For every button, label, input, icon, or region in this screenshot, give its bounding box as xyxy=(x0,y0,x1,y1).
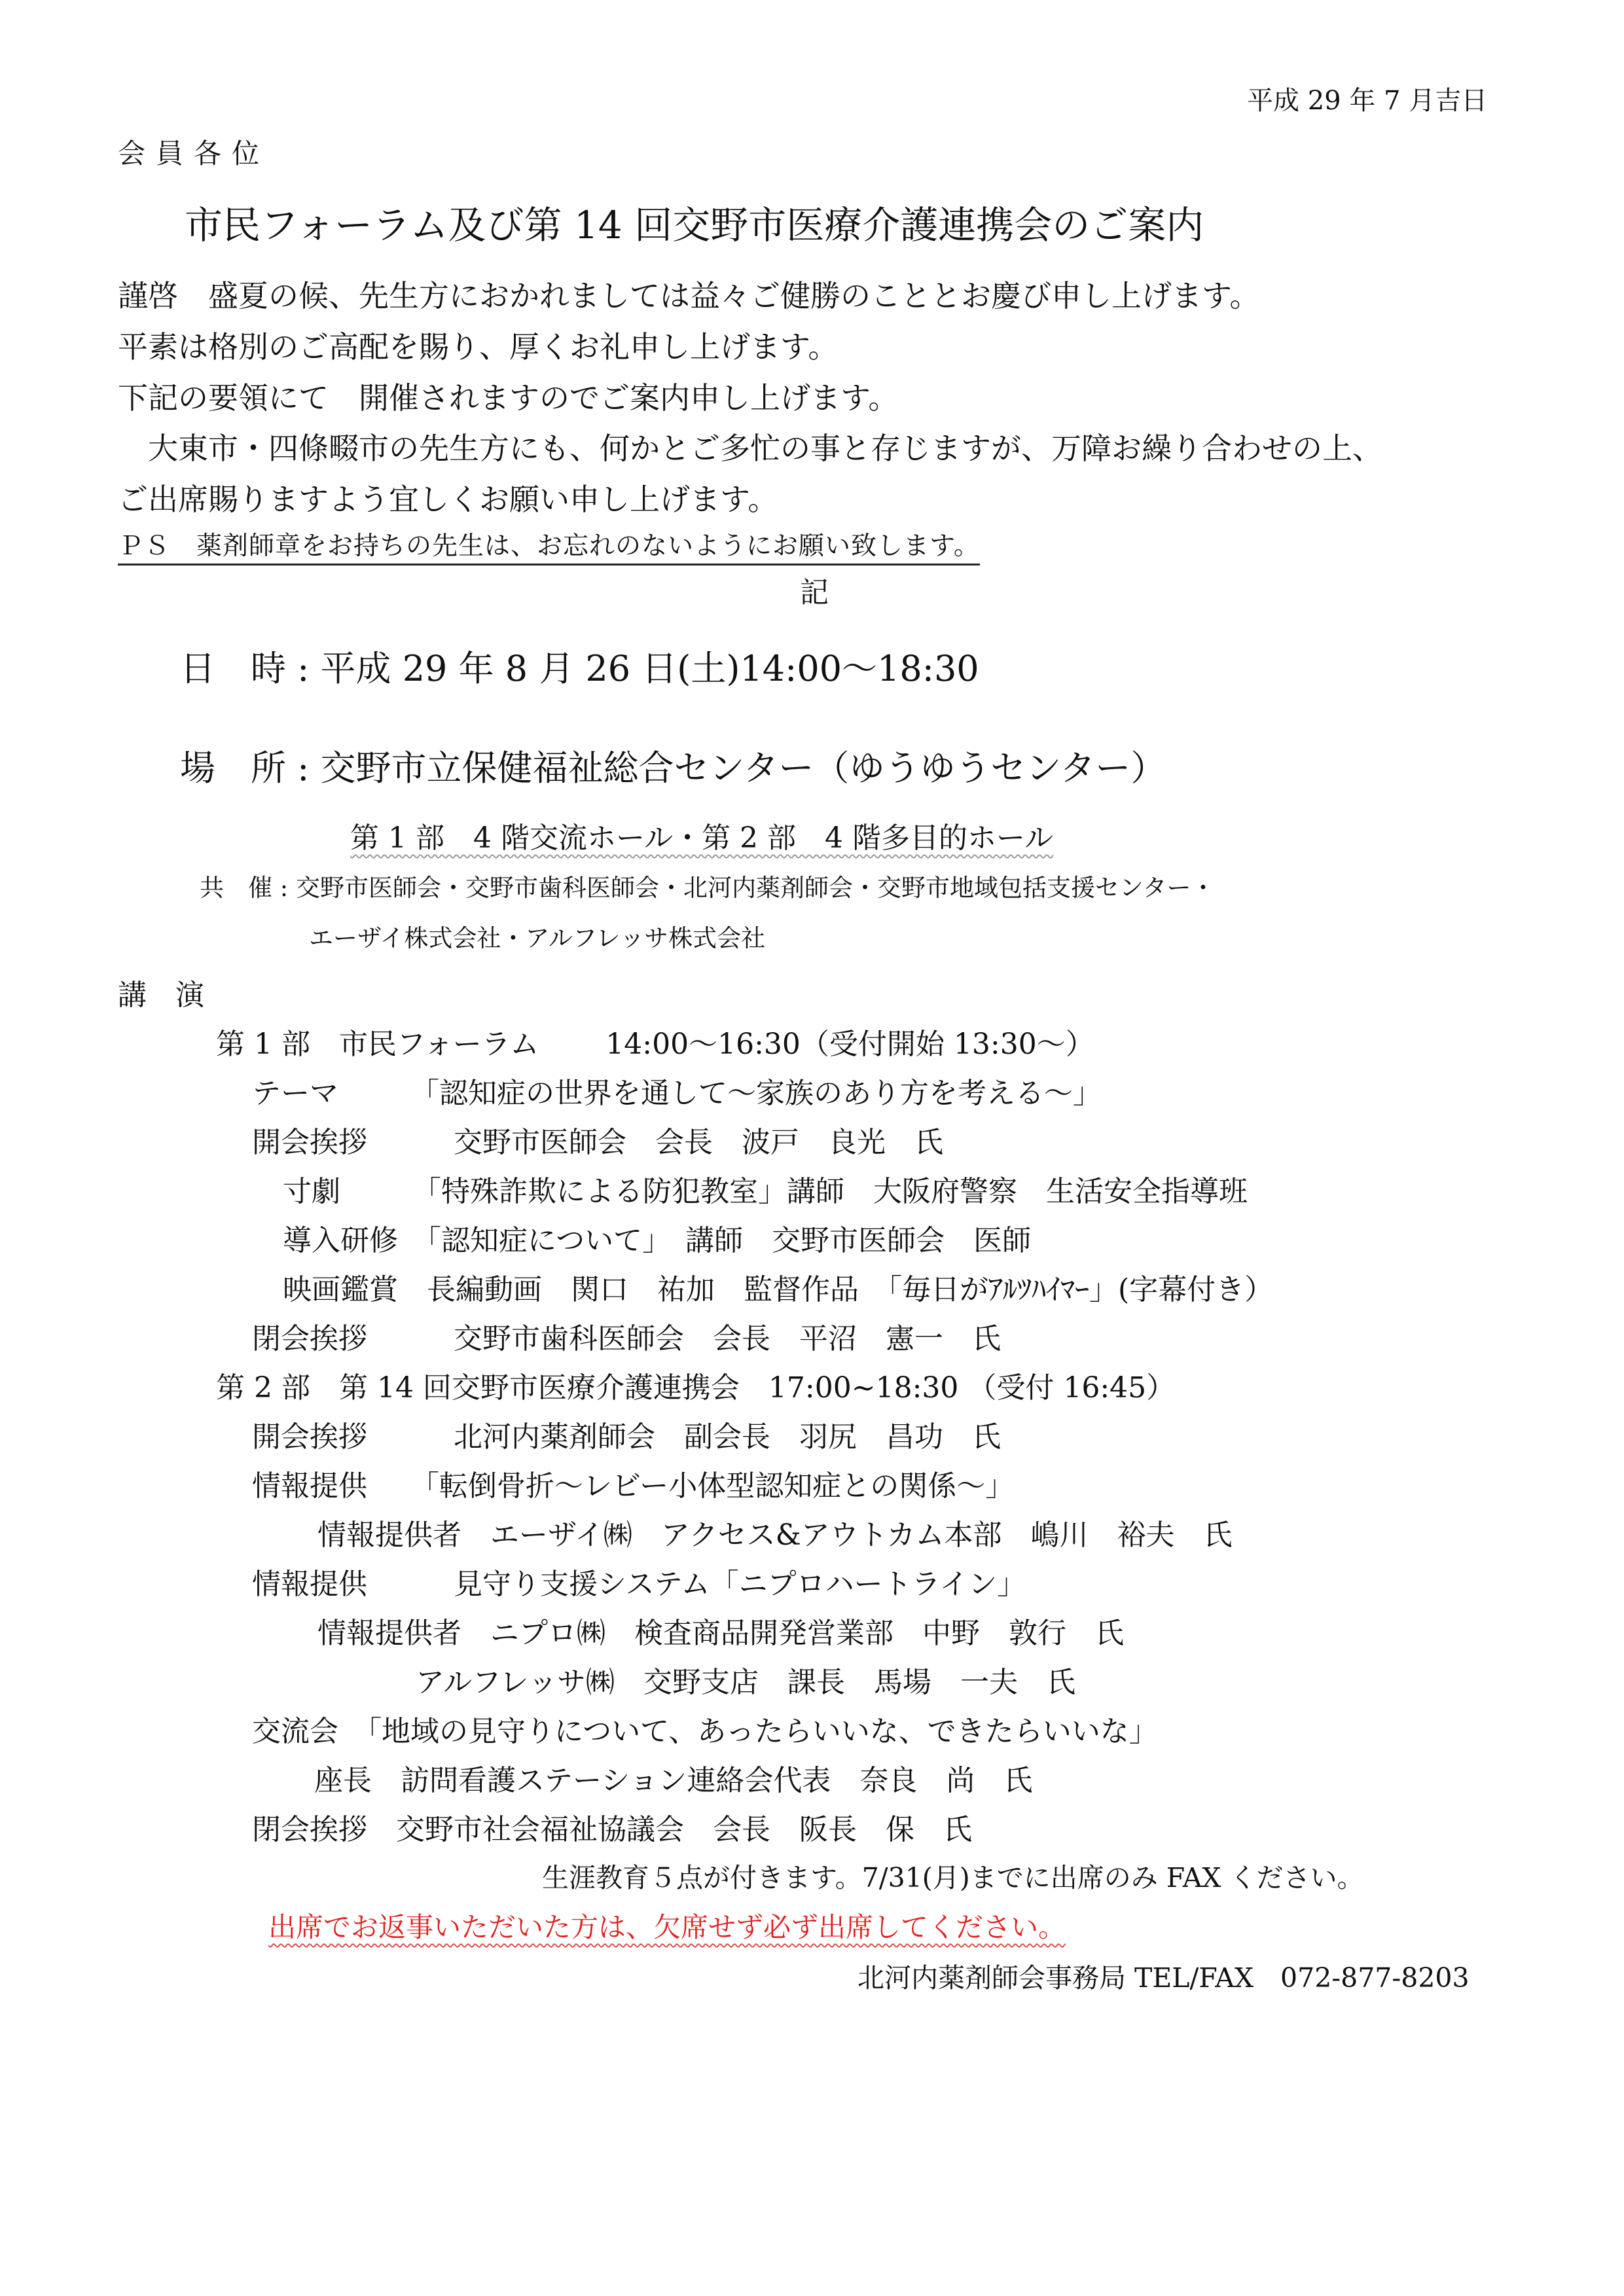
program-line: 情報提供者 エーザイ㈱ アクセス&アウトカム本部 嶋川 裕夫 氏 xyxy=(317,1518,1233,1552)
intro-line-4: 大東市・四條畷市の先生方にも、何かとご多忙の事と存じますが、万障お繰り合わせの上、 xyxy=(118,431,1382,466)
program-line: 情報提供 「転倒骨折～レビー小体型認知症との関係～」 xyxy=(252,1469,1015,1503)
program-line: テーマ 「認知症の世界を通して～家族のあり方を考える～」 xyxy=(252,1077,1102,1110)
sponsors-line-2: エーザイ株式会社・アルフレッサ株式会社 xyxy=(309,924,766,952)
program-line: 座長 訪問看護ステーション連絡会代表 奈良 尚 氏 xyxy=(314,1764,1033,1797)
program-line: 開会挨拶 北河内薬剤師会 副会長 羽尻 昌功 氏 xyxy=(252,1420,1001,1454)
ps-note: ＰＳ 薬剤師章をお持ちの先生は、お忘れのないようにお願い致します。 xyxy=(118,531,980,565)
intro-line-5: ご出席賜りますよう宜しくお願い申し上げます。 xyxy=(118,482,778,517)
program-line: 第 2 部 第 14 回交野市医療介護連携会 17:00~18:30 （受付 16:45） xyxy=(216,1371,1176,1405)
program-line: 閉会挨拶 交野市歯科医師会 会長 平沼 憲一 氏 xyxy=(252,1322,1001,1355)
program-line: 交流会 「地域の見守りについて、あったらいいな、できたらいいな」 xyxy=(252,1715,1158,1748)
event-datetime: 日 時 : 平成 29 年 8 月 26 日(土)14:00～18:30 xyxy=(180,648,979,689)
intro-line-3: 下記の要領にて 開催されますのでご案内申し上げます。 xyxy=(118,380,899,416)
program-line: 閉会挨拶 交野市社会福祉協議会 会長 阪長 保 氏 xyxy=(252,1813,972,1846)
addressee: 会員各位 xyxy=(118,137,270,170)
attendance-warning: 出席でお返事いただいた方は、欠席せず必ず出席してください。 xyxy=(268,1911,1066,1943)
program-line: 寸劇 「特殊詐欺による防犯教室」講師 大阪府警察 生活安全指導班 xyxy=(283,1175,1248,1208)
program-line: 情報提供 見守り支援システム「ニプロハートライン」 xyxy=(252,1568,1026,1601)
intro-line-1: 謹啓 盛夏の候、先生方におかれましては益々ご健勝のこととお慶び申し上げます。 xyxy=(118,278,1260,314)
event-place: 場 所 : 交野市立保健福祉総合センター（ゆうゆうセンター） xyxy=(180,747,1166,789)
program-line: 映画鑑賞 長編動画 関口 祐加 監督作品 「毎日がｱﾙﾂﾊｲﾏｰ」(字幕付き） xyxy=(283,1273,1274,1306)
issue-date: 平成 29 年 7 月吉日 xyxy=(1247,86,1488,116)
contact-info: 北河内薬剤師会事務局 TEL/FAX 072-877-8203 xyxy=(857,1962,1470,1994)
program-heading: 講 演 xyxy=(118,978,204,1012)
program-line: 開会挨拶 交野市医師会 会長 波戸 良光 氏 xyxy=(252,1126,943,1159)
program-line: アルフレッサ㈱ 交野支店 課長 馬場 一夫 氏 xyxy=(416,1666,1076,1699)
page-title: 市民フォーラム及び第 14 回交野市医療介護連携会のご案内 xyxy=(185,203,1204,247)
event-halls: 第 1 部 4 階交流ホール・第 2 部 4 階多目的ホール xyxy=(350,821,1054,855)
program-line: 情報提供者 ニプロ㈱ 検査商品開発営業部 中野 敦行 氏 xyxy=(317,1617,1124,1650)
intro-line-2: 平素は格別のご高配を賜り、厚くお礼申し上げます。 xyxy=(118,329,839,365)
ki-heading: 記 xyxy=(800,576,829,609)
program-line: 導入研修 「認知症について」 講師 交野市医師会 医師 xyxy=(283,1224,1032,1257)
sponsors-line-1: 共 催 : 交野市医師会・交野市歯科医師会・北河内薬剤師会・交野市地域包括支援センター・ xyxy=(200,874,1216,902)
program-line: 第 1 部 市民フォーラム 14:00～16:30（受付開始 13:30～） xyxy=(216,1028,1094,1061)
credits-note: 生涯教育５点が付きます。7/31(月)までに出席のみ FAX ください。 xyxy=(542,1862,1364,1893)
